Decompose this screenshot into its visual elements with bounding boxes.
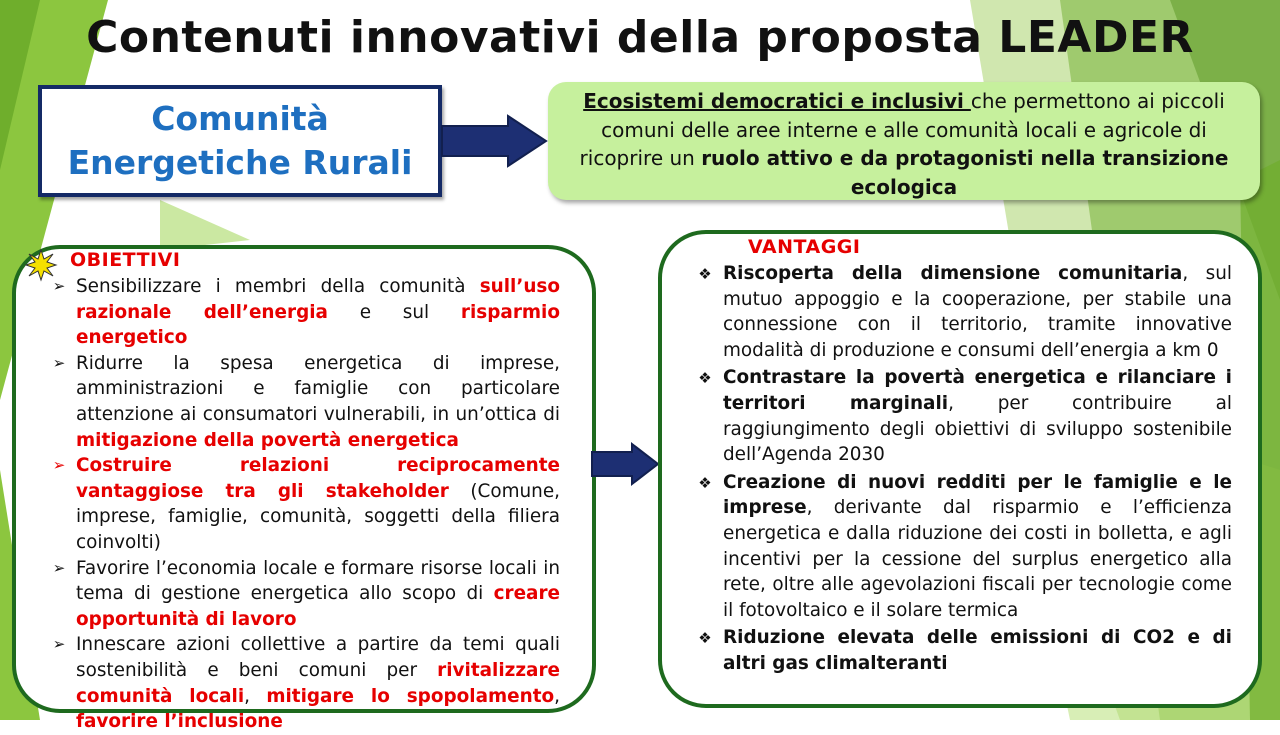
list-item: ❖ Creazione di nuovi redditi per le famiglie e le imprese, derivante dal risparmio e l’efficienza energetica e dalla riduzione dei costi in bolletta, e agli incentivi per la cessione del surplus energetico alla rete, oltre alle agevolazioni fiscali per tecnologie come il fotovoltaico e il solare termica <box>723 470 1232 624</box>
four-diamond-bullet-icon: ❖ <box>698 369 712 388</box>
cer-title-line1: Comunità <box>151 99 329 138</box>
obiettivi-heading: OBIETTIVI <box>70 249 181 271</box>
vantaggi-list <box>698 261 1233 677</box>
right-arrow-icon <box>592 444 660 484</box>
ecosystem-bold: ruolo attivo e da protagonisti nella transizione ecologica <box>701 146 1229 199</box>
arrowhead-bullet-icon: ➢ <box>52 558 66 577</box>
right-arrow-icon <box>442 116 548 166</box>
list-item: ➢ Favorire l’economia locale e formare risorse locali in tema di gestione energetica allo scopo di creare opportunità di lavoro <box>76 556 560 633</box>
four-diamond-bullet-icon: ❖ <box>698 265 712 283</box>
arrowhead-bullet-icon: ➢ <box>52 456 66 475</box>
vantaggi-heading: VANTAGGI <box>748 236 861 258</box>
four-diamond-bullet-icon: ❖ <box>698 629 712 648</box>
cer-title-line2: Energetiche Rurali <box>67 143 413 182</box>
ecosystem-text: che permettono ai piccoli comuni delle aree interne e alle comunità locali e agricole di ricoprire un <box>579 89 1225 170</box>
ecosystem-description-box <box>548 82 1260 200</box>
list-item: ➢ Ridurre la spesa energetica di imprese, amministrazioni e famiglie con particolare attenzione ai consumatori vulnerabili, in un’ottica di mitigazione della povertà energetica <box>76 351 560 453</box>
list-item: ❖ Riduzione elevata delle emissioni di CO2 e di altri gas climalteranti <box>723 625 1232 676</box>
four-diamond-bullet-icon: ❖ <box>698 473 712 492</box>
cer-title <box>68 97 413 185</box>
cer-title-box <box>38 85 442 197</box>
page-title: Contenuti innovativi della proposta LEADER <box>86 12 1194 63</box>
arrowhead-bullet-icon: ➢ <box>52 353 66 372</box>
list-item: ➢ Innescare azioni collettive a partire da temi quali sostenibilità e beni comuni per rivitalizzare comunità locali, mitigare lo spopolamento, favorire l’inclusione <box>76 632 560 734</box>
list-item: ➢ Costruire relazioni reciprocamente vantaggiose tra gli stakeholder (Comune, imprese, famiglie, comunità, soggetti della filiera coinvolti) <box>76 453 560 555</box>
arrowhead-bullet-icon: ➢ <box>52 277 66 295</box>
list-item: ➢ Sensibilizzare i membri della comunità sull’uso razionale dell’energia e sul risparmio energetico <box>76 274 560 351</box>
obiettivi-list <box>52 274 560 735</box>
list-item: ❖ Contrastare la povertà energetica e rilanciare i territori marginali, per contribuire al raggiungimento degli obiettivi di sviluppo sostenibile dell’Agenda 2030 <box>723 365 1232 467</box>
ecosystem-lead: Ecosistemi democratici e inclusivi <box>583 89 971 113</box>
arrowhead-bullet-icon: ➢ <box>52 635 66 654</box>
list-item: ❖ Riscoperta della dimensione comunitaria, sul mutuo appoggio e la cooperazione, per stabile una connessione con il territorio, tramite innovative modalità di produzione e consumi dell’energia a km 0 <box>723 261 1232 363</box>
